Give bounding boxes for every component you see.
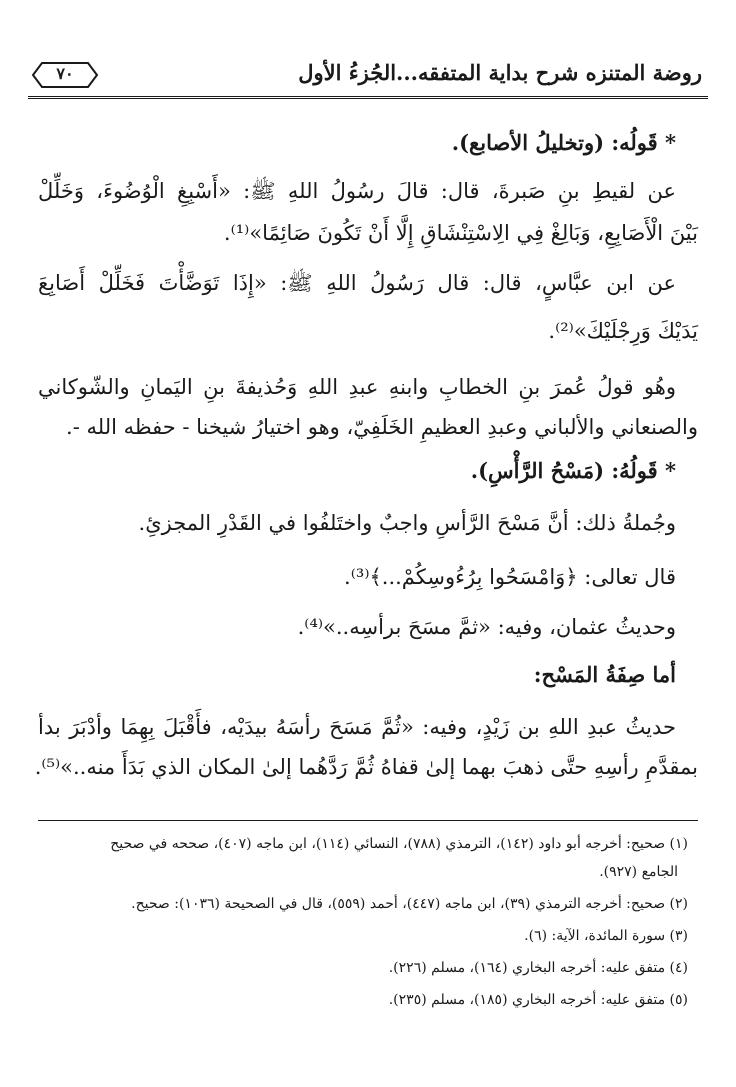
page-number-frame [30, 60, 100, 90]
footnote-2: (٢) صحيح: أخرجه الترمذي (٣٩)، ابن ماجه (٤٤٧)، أحمد (٥٥٩)، قال في الصحيحة (١٠٣٦): صحيح. [131, 896, 688, 912]
text-line: عن لقيطِ بنِ صَبرةَ، قال: قالَ رسُولُ اللهِ ﷺ: «أَسْبِغِ الْوُضُوءَ، وَخَلِّلْ [38, 179, 676, 203]
text-line: حديثُ عبدِ اللهِ بن زَيْدٍ، وفيه: «ثُمَّ مَسَحَ رأسَهُ بيدَيْه، فأَقْبَلَ بِهِمَا وأدْبَرَ بدأ [38, 715, 676, 739]
footnote-4: (٤) متفق عليه: أخرجه البخاري (١٦٤)، مسلم (٢٢٦). [388, 960, 688, 976]
text-line: عن ابن عبَّاسٍ، قال: قال رَسُولُ اللهِ ﷺ: «إِذَا تَوَضَّأْتَ فَخَلِّلْ أَصَابِعَ [38, 271, 676, 295]
footnote-3: (٣) سورة المائدة، الآية: (٦). [524, 928, 688, 944]
text-line: والصنعاني والألباني وعبدِ العظيمِ الخَلَفِيّ، وهو اختيارُ شيخنا - حفظه الله -. [66, 415, 698, 439]
section-heading-fingers: * قَولُه: (وتخليلُ الأصابع). [451, 130, 676, 155]
text-line: قال تعالى: ﴿وَامْسَحُوا بِرُءُوسِكُمْ...﴾⁽³⁾. [344, 565, 676, 589]
running-header [28, 58, 708, 98]
text-line: يَدَيْكَ وَرِجْلَيْكَ»⁽²⁾. [548, 319, 698, 343]
footnote-5: (٥) متفق عليه: أخرجه البخاري (١٨٥)، مسلم (٢٣٥). [388, 992, 688, 1008]
subheading-wipe-description: أما صِفَةُ المَسْح: [533, 662, 676, 687]
footnote-1: (١) صحيح: أخرجه أبو داود (١٤٢)، الترمذي (٧٨٨)، النسائي (١١٤)، ابن ماجه (٤٠٧)، صححه في صحيح [110, 836, 688, 852]
text-line: وجُملةُ ذلك: أنَّ مَسْحَ الرَّأسِ واجبٌ واختَلفُوا في القَدْرِ المجزئِ. [138, 511, 676, 535]
section-heading-head-wipe: * قَولُهُ: (مَسْحُ الرَّأْسِ). [470, 458, 676, 483]
text-line: وحديثُ عثمان، وفيه: «ثمَّ مسَحَ برأسِه..»⁽⁴⁾. [297, 615, 676, 639]
text-line: بمقدَّمِ رأسِهِ حتَّى ذهبَ بهما إلىٰ قفاهُ ثُمَّ رَدَّهُما إلىٰ المكان الذي بَدَأَ منه..»⁽⁵⁾. [34, 755, 698, 779]
header-divider [28, 96, 708, 99]
running-header-title: روضة المتنزه شرح بداية المتفقه...الجُزءُ الأول [298, 60, 702, 85]
page-number: ٧٠ [56, 64, 74, 83]
footnote-1-continued: الجامع (٩٢٧). [599, 864, 678, 880]
text-line: وهُو قولُ عُمرَ بنِ الخطابِ وابنهِ عبدِ اللهِ وَحُذيفةَ بنِ اليَمانِ والشّوكاني [38, 375, 676, 399]
footnote-divider [38, 820, 698, 821]
text-line: بَيْنَ الْأَصَابِعِ، وَبَالِغْ فِي الِاسْتِنْشَاقِ إِلَّا أَنْ تَكُونَ صَائِمًا»⁽¹⁾. [223, 221, 698, 245]
